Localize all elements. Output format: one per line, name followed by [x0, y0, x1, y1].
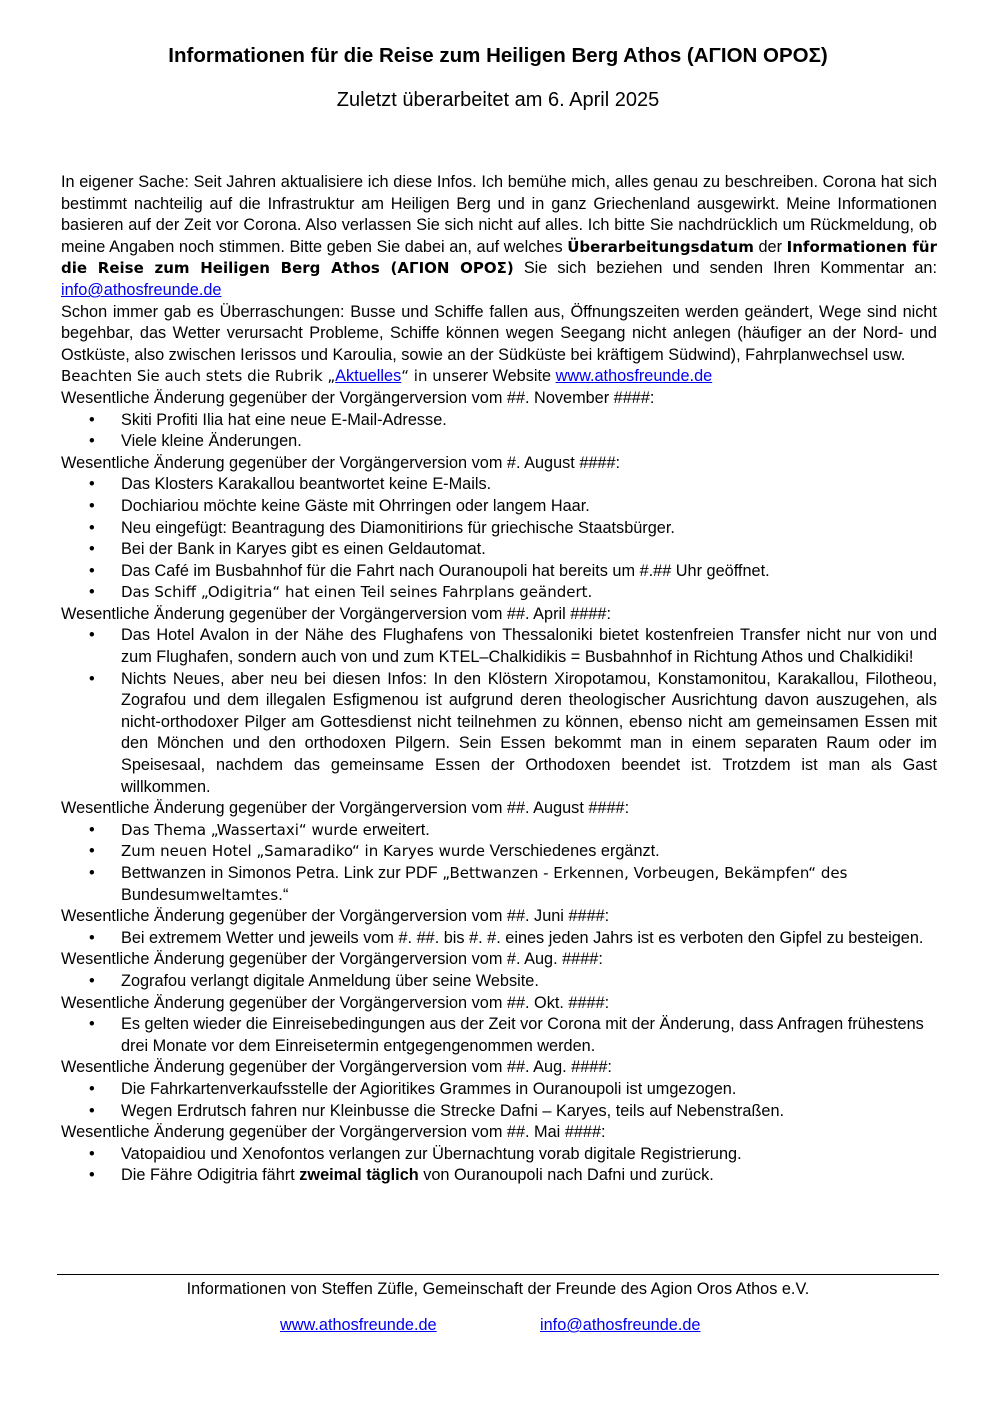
list-item: • Viele kleine Änderungen. [61, 431, 937, 453]
change-heading: Wesentliche Änderung gegenüber der Vorgängerversion vom #. August ####: [61, 453, 621, 472]
list-item: • Skiti Profiti Ilia hat eine neue E-Mail-Adresse. [61, 410, 937, 432]
list-item: • Zum neuen Hotel „Samaradiko“ in Karyes wurde Verschiedenes ergänzt. [61, 841, 937, 863]
list-item: • Das Thema „Wassertaxi“ wurde erweitert. [61, 820, 937, 842]
footer-credit: Informationen von Steffen Züfle, Gemeinschaft der Freunde des Agion Oros Athos e.V. [186, 1280, 810, 1298]
notice-text: Beachten Sie auch stets die Rubrik „ [61, 367, 336, 386]
change-list [61, 928, 937, 950]
website-link[interactable]: www.athosfreunde.de [555, 367, 713, 386]
change-list [61, 820, 937, 906]
bullet-icon: • [89, 1166, 95, 1185]
bullet-icon: • [89, 1144, 95, 1163]
bullet-icon: • [89, 561, 95, 580]
bullet-icon: • [89, 432, 95, 451]
bullet-icon: • [89, 540, 95, 559]
change-heading: Wesentliche Änderung gegenüber der Vorgängerversion vom #. Aug. ####: [61, 950, 603, 969]
bullet-icon: • [89, 583, 95, 602]
footer-email-link[interactable]: info@athosfreunde.de [540, 1316, 701, 1334]
intro-bold-title: Informationen für die Reise zum Heiligen Berg Athos (ΑΓΙΟΝ ΟΡΟΣ) [61, 237, 937, 278]
change-list [61, 1144, 937, 1187]
bullet-icon: • [89, 669, 95, 688]
list-item: • Bei der Bank in Karyes gibt es einen Geldautomat. [61, 539, 937, 561]
intro-bold-date: Überarbeitungsdatum [567, 237, 754, 256]
bullet-icon: • [89, 1015, 95, 1034]
list-item: • Neu eingefügt: Beantragung des Diamonitirions für griechische Staatsbürger. [61, 518, 937, 540]
change-list [61, 474, 937, 604]
intro-paragraph [61, 172, 937, 302]
intro-text: In eigener Sache: Seit Jahren aktualisiere ich diese Infos. Ich bemühe mich, alles genau zu beschreiben. Corona hat sich bestimmt nachteilig auf die Infrastruktur am Heiligen Berg und in ganz Griechenland ausgewirkt. Meine Informationen basieren auf der Zeit vor Corona. Also verlassen Sie sich nicht auf alles. Ich bitte Sie nachdrücklich um Rückmeldung, ob meine Angaben noch stimmen. Bitte geben Sie dabei an, auf welches [61, 173, 937, 256]
list-item: • Dochiariou möchte keine Gäste mit Ohrringen oder langem Haar. [61, 496, 937, 518]
bullet-icon: • [89, 496, 95, 515]
change-list [61, 625, 937, 798]
bullet-icon: • [89, 928, 95, 947]
notice-text-2: “ in uns [401, 367, 460, 386]
list-item: • Bei extremem Wetter und jeweils vom #. ##. bis #. #. eines jeden Jahrs ist es verboten den Gipfel zu besteigen. [61, 928, 937, 950]
bullet-icon: • [89, 820, 95, 839]
change-heading: Wesentliche Änderung gegenüber der Vorgängerversion vom ##. August ####: [61, 799, 630, 818]
list-item: • Nichts Neues, aber neu bei diesen Infos: In den Klöstern Xiropotamou, Konstamonitou, Karakallou, Filotheou, Zografou und dem illegalen Esfigmenou ist aufgrund deren theologischer Ausrichtung davon auszugehen, als nicht-orthodoxer Pilger am Gottesdienst nicht teilnehmen zu können, ebenso nicht am gemeinsamen Essen mit den Mönchen und den orthodoxen Pilgern. Sein Essen bekommt man in einem separaten Raum oder im Speisesaal, nachdem das gemeinsame Essen der Orthodoxen beendet ist. Trotzdem ist man als Gast willkommen. [89, 669, 937, 796]
list-item: • Bettwanzen in Simonos Petra. Link zur PDF „Bettwanzen - Erkennen, Vorbeugen, Bekämpfen“ des Bundesumweltamtes.“ [89, 864, 848, 904]
footer-divider [57, 1274, 939, 1275]
aktuelles-link[interactable]: Aktuelles [335, 367, 402, 386]
bullet-icon: • [89, 518, 95, 537]
change-heading: Wesentliche Änderung gegenüber der Vorgängerversion vom ##. Juni ####: [61, 907, 610, 926]
change-heading: Wesentliche Änderung gegenüber der Vorgängerversion vom ##. Aug. ####: [61, 1058, 612, 1077]
bullet-icon: • [89, 864, 95, 882]
bullet-icon: • [89, 842, 95, 861]
change-heading: Wesentliche Änderung gegenüber der Vorgängerversion vom ##. Okt. ####: [61, 993, 610, 1012]
list-item: • Die Fähre Odigitria fährt zweimal täglich von Ouranoupoli nach Dafni und zurück. [61, 1165, 937, 1187]
list-item: • Es gelten wieder die Einreisebedingungen aus der Zeit vor Corona mit der Änderung, dass Anfragen frühestens drei Monate vor dem Einreisetermin entgegengenommen werden. [89, 1015, 924, 1055]
change-list [61, 1014, 937, 1057]
change-list [61, 410, 937, 453]
bullet-icon: • [89, 626, 95, 645]
list-item: • Die Fahrkartenverkaufsstelle der Agioritikes Grammes in Ouranoupoli ist umgezogen. [61, 1079, 937, 1101]
notice-paragraph [61, 366, 937, 388]
document-body [61, 172, 937, 1187]
bullet-icon: • [89, 971, 95, 990]
document-subtitle: Zuletzt überarbeitet am 6. April 2025 [336, 89, 660, 111]
list-item: • Das Café im Busbahnhof für die Fahrt nach Ouranoupoli hat bereits um #.## Uhr geöffnet. [61, 561, 937, 583]
bullet-icon: • [89, 1101, 95, 1120]
list-item: • Das Klosters Karakallou beantwortet keine E-Mails. [61, 474, 937, 496]
change-list [61, 971, 937, 993]
bullet-icon: • [89, 475, 95, 494]
notice-text-3: erer Website [459, 367, 552, 386]
list-item: • Das Schiff „Odigitria“ hat einen Teil seines Fahrplans geändert. [61, 582, 937, 604]
list-item: • Das Hotel Avalon in der Nähe des Flughafens von Thessaloniki bietet kostenfreien Transfer nicht nur von und zum Flughafen, sondern auch von und zum KTEL–Chalkidikis = Busbahnhof in Richtung Athos und Chalkidiki! [89, 626, 937, 667]
change-heading: Wesentliche Änderung gegenüber der Vorgängerversion vom ##. November ####: [61, 388, 655, 407]
list-item: • Zografou verlangt digitale Anmeldung über seine Website. [61, 971, 937, 993]
change-list [61, 1079, 937, 1122]
intro-text-end: Sie sich beziehen und senden Ihren Kommentar an: [523, 259, 937, 278]
intro-text-mid: der [758, 237, 783, 256]
warning-paragraph: Schon immer gab es Überraschungen: Busse und Schiffe fallen aus, Öffnungszeiten werden geändert, Wege sind nicht begehbar, das Wetter verursacht Probleme, Schiffe können wegen Seegang nicht anlegen (häufiger an der Nord- und Ostküste, also zwischen Ierissos und Karoulia, sowie an der Südküste bei kräftigem Südwind), Fahrplanwechsel usw. [61, 302, 937, 364]
change-heading: Wesentliche Änderung gegenüber der Vorgängerversion vom ##. April ####: [61, 604, 611, 623]
change-heading: Wesentliche Änderung gegenüber der Vorgängerversion vom ##. Mai ####: [61, 1123, 606, 1142]
intro-email-link[interactable]: info@athosfreunde.de [61, 280, 222, 299]
bullet-icon: • [89, 410, 95, 429]
document-title: Informationen für die Reise zum Heiligen Berg Athos (ΑΓΙΟΝ ΟΡΟΣ) [168, 44, 828, 67]
bullet-icon: • [89, 1079, 95, 1098]
list-item: • Wegen Erdrutsch fahren nur Kleinbusse die Strecke Dafni – Karyes, teils auf Nebenstraßen. [61, 1101, 937, 1123]
list-item: • Vatopaidiou und Xenofontos verlangen zur Übernachtung vorab digitale Registrierung. [61, 1144, 937, 1166]
footer-website-link[interactable]: www.athosfreunde.de [280, 1316, 437, 1334]
